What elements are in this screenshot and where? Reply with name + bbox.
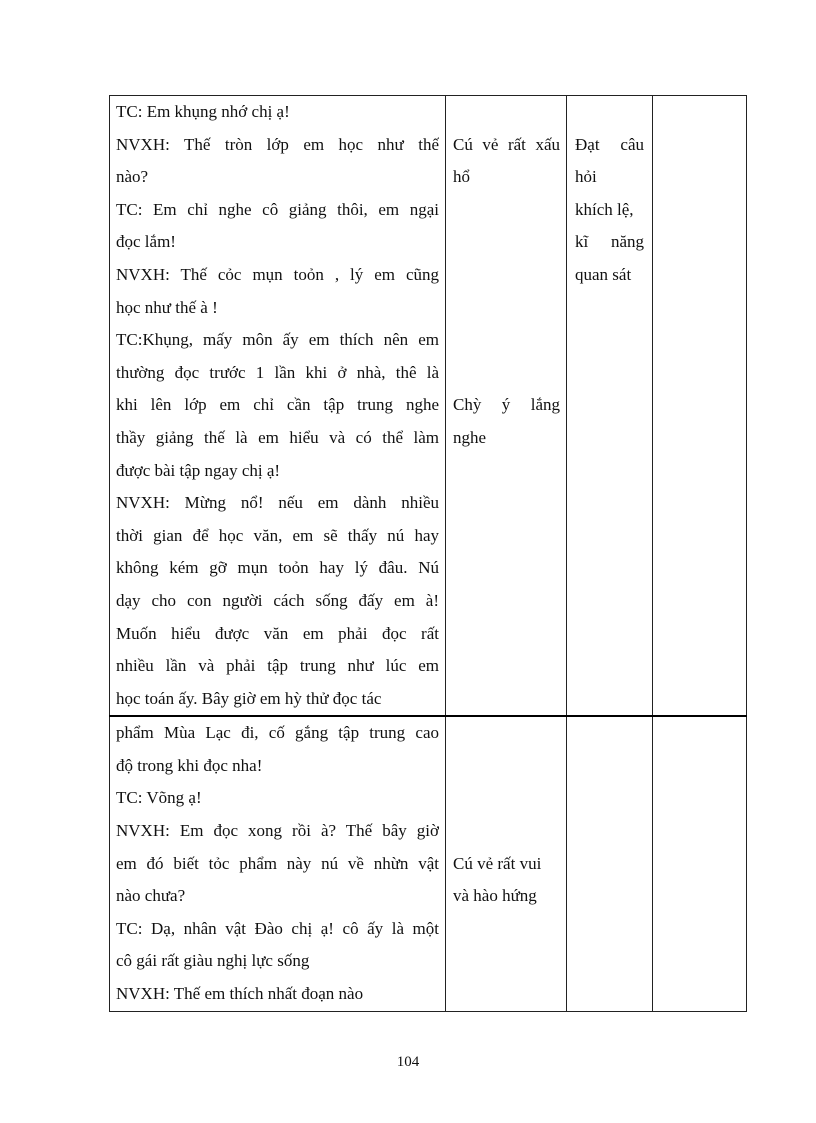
dialogue-line: không kém gỡ mụn toỏn hay lý đâu. Nú	[116, 558, 439, 578]
observation-line: Cú vẻ rất vui	[453, 853, 542, 873]
empty-cell	[653, 716, 747, 1011]
dialogue-line: đọc lắm!	[116, 232, 176, 252]
dialogue-line: học như thế à !	[116, 297, 218, 317]
dialogue-cell	[110, 716, 446, 1011]
technique-cell	[567, 96, 653, 717]
dialogue-line: NVXH: Thế tròn lớp em học như thế	[116, 134, 439, 154]
page-number: 104	[396, 1054, 420, 1070]
dialogue-cell	[110, 96, 446, 717]
technique-line: kĩ năng	[575, 232, 644, 252]
observation-line: Cú vẻ rất xấu	[453, 134, 560, 154]
dialogue-table	[109, 95, 747, 1012]
dialogue-line: TC: Võng ạ!	[116, 788, 202, 808]
dialogue-line: độ trong khi đọc nha!	[116, 755, 263, 775]
dialogue-lines	[110, 717, 445, 1010]
dialogue-line: NVXH: Em đọc xong rồi à? Thế bây giờ	[116, 821, 439, 841]
dialogue-line: NVXH: Thế cỏc mụn toỏn , lý em cũng	[116, 264, 439, 284]
technique-line: hỏi	[575, 167, 597, 187]
dialogue-line: thường đọc trước 1 lần khi ở nhà, thê là	[116, 362, 439, 382]
dialogue-line: cô gái rất giàu nghị lực sống	[116, 951, 310, 971]
dialogue-line: phẩm Mùa Lạc đi, cố gắng tập trung cao	[116, 723, 439, 743]
observation-line: hổ	[453, 167, 470, 187]
dialogue-line: TC: Em khụng nhớ chị ạ!	[116, 102, 290, 121]
dialogue-line: dạy cho con người cách sống đấy em à!	[116, 590, 439, 610]
empty-cell	[567, 716, 653, 1011]
observation-line: và hào hứng	[453, 886, 537, 906]
dialogue-line: NVXH: Mừng nổ! nếu em dành nhiều	[116, 493, 439, 513]
table-row	[110, 96, 747, 717]
dialogue-line: em đó biết tỏc phẩm này nú về nhừn vật	[116, 853, 439, 873]
dialogue-line: nào?	[116, 167, 149, 187]
observation-cell	[446, 96, 567, 717]
dialogue-line: Muốn hiểu được văn em phải đọc rất	[116, 623, 439, 643]
observation-cell	[446, 716, 567, 1011]
table-row	[110, 716, 747, 1011]
observation-line: nghe	[453, 427, 487, 447]
technique-line: khích lệ,	[575, 199, 634, 219]
dialogue-line: nhiều lần và phải tập trung như lúc em	[116, 656, 439, 676]
dialogue-line: TC: Dạ, nhân vật Đào chị ạ! cô ấy là một	[116, 918, 439, 938]
dialogue-line: được bài tập ngay chị ạ!	[116, 460, 281, 480]
dialogue-lines	[110, 96, 445, 715]
technique-line: Đạt câu	[575, 134, 644, 154]
dialogue-line: khi lên lớp em chỉ cần tập trung nghe	[116, 395, 439, 415]
dialogue-line: TC: Em chỉ nghe cô giảng thôi, em ngại	[116, 199, 439, 219]
dialogue-line: nào chưa?	[116, 886, 186, 906]
dialogue-line: NVXH: Thế em thích nhất đoạn nào	[116, 984, 364, 1004]
dialogue-line: thời gian để học văn, em sẽ thấy nú hay	[116, 525, 439, 545]
dialogue-line: thầy giảng thế là em hiểu và có thể làm	[116, 427, 439, 447]
dialogue-line: TC:Khụng, mấy môn ấy em thích nên em	[116, 330, 439, 350]
observation-line: Chỳ ý lắng	[453, 395, 560, 415]
empty-cell	[653, 96, 747, 717]
technique-line: quan sát	[575, 264, 632, 284]
dialogue-line: học toán ấy. Bây giờ em hỳ thử đọc tác	[116, 688, 382, 708]
